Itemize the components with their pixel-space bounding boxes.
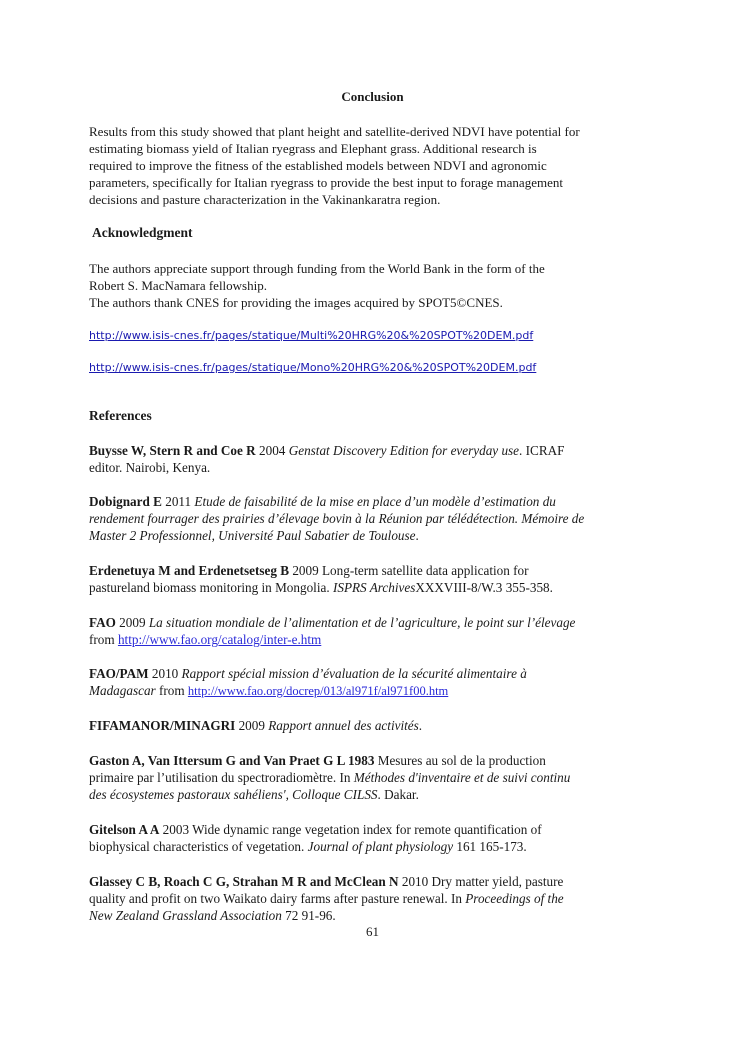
ref-year: 2004	[255, 443, 289, 458]
conclusion-line: parameters, specifically for Italian ryegrass to provide the best input to forage management	[89, 175, 563, 190]
ref-title: des écosystemes pastoraux sahéliens', Colloque CILSS	[89, 787, 378, 803]
ref-text: 161 165-173.	[453, 839, 527, 855]
ref-text: 72 91-96.	[281, 908, 336, 924]
ref-title: New Zealand Grassland Association	[89, 908, 282, 924]
ref-author: Glassey C B, Roach C G, Strahan M R and McClean N	[89, 874, 399, 889]
reference-fifamanor	[89, 717, 669, 734]
ref-text: . ICRAF	[519, 443, 565, 458]
ref-author: Gaston A, Van Ittersum G and Van Praet G L 1983	[89, 753, 375, 768]
conclusion-line: estimating biomass yield of Italian ryegrass and Elephant grass. Additional research is	[89, 141, 537, 156]
ref-text: pastureland biomass monitoring in Mongolia.	[89, 580, 333, 596]
fao-catalog-link[interactable]: http://www.fao.org/catalog/inter-e.htm	[117, 632, 322, 648]
cnes-mono-link[interactable]: http://www.isis-cnes.fr/pages/statique/Mono%20HRG%20&%20SPOT%20DEM.pdf	[89, 361, 537, 374]
acknowledgment-heading: Acknowledgment	[92, 225, 193, 240]
ref-year: 2011	[161, 494, 195, 509]
ref-text: biophysical characteristics of vegetation.	[89, 839, 308, 855]
ref-title: Etude de faisabilité de la mise en place d’un modèle d’estimation du	[194, 494, 556, 509]
page-number: 61	[366, 924, 379, 939]
ref-text: from	[89, 632, 118, 648]
ref-title: Méthodes d'inventaire et de suivi continu	[353, 770, 571, 786]
cnes-link-2-line	[89, 358, 669, 376]
conclusion-line: decisions and pasture characterization in the Vakinankaratra region.	[89, 192, 441, 207]
conclusion-line: required to improve the fitness of the established models between NDVI and agronomic	[89, 158, 547, 173]
ref-journal: ISPRS Archives	[332, 580, 416, 596]
ref-text: editor. Nairobi, Kenya.	[89, 460, 211, 476]
ref-text: quality and profit on two Waikato dairy farms after pasture renewal. In	[89, 891, 466, 907]
ref-text: 2009 Long-term satellite data application for	[289, 563, 529, 578]
ref-title: Proceedings of the	[465, 891, 564, 907]
ref-text: .	[415, 528, 419, 544]
ref-title: Genstat Discovery Edition for everyday use	[288, 443, 520, 458]
acknowledgment-line: The authors appreciate support through funding from the World Bank in the form of the	[89, 261, 545, 276]
ref-text: .	[418, 718, 423, 733]
ref-author: Buysse W, Stern R and Coe R	[89, 443, 256, 458]
ref-journal: Journal of plant physiology	[307, 839, 454, 855]
ref-author: Erdenetuya M and Erdenetsetseg B	[89, 563, 290, 578]
ref-title: Madagascar	[89, 683, 156, 699]
conclusion-paragraph	[89, 123, 669, 208]
ref-text: XXXVIII-8/W.3 355-358.	[415, 580, 553, 596]
ref-year: 2009	[235, 718, 269, 733]
reference-gitelson	[89, 821, 669, 855]
reference-gaston	[89, 752, 669, 804]
ref-title: Master 2 Professionnel, Université Paul Sabatier de Toulouse	[89, 528, 416, 544]
acknowledgment-line: Robert S. MacNamara fellowship.	[89, 278, 267, 293]
references-heading: References	[89, 408, 152, 423]
fao-docrep-link[interactable]: http://www.fao.org/docrep/013/al971f/al971f00.htm	[187, 684, 449, 699]
ref-text: primaire par l’utilisation du spectroradiomètre. In	[89, 770, 354, 786]
ref-author: Gitelson A A	[89, 822, 160, 837]
ref-year: 2009	[115, 615, 149, 630]
ref-author: Dobignard E	[89, 494, 162, 509]
reference-erdenetuya	[89, 562, 669, 596]
ref-text: 2010 Dry matter yield, pasture	[398, 874, 564, 889]
reference-dobignard	[89, 493, 669, 545]
reference-glassey	[89, 873, 669, 925]
ref-text: from	[155, 683, 188, 699]
cnes-multi-link[interactable]: http://www.isis-cnes.fr/pages/statique/Multi%20HRG%20&%20SPOT%20DEM.pdf	[89, 329, 534, 342]
conclusion-line: Results from this study showed that plant height and satellite-derived NDVI have potential for	[89, 124, 580, 139]
reference-fao	[89, 614, 669, 648]
ref-author: FAO	[89, 615, 116, 630]
ref-text: 2003 Wide dynamic range vegetation index for remote quantification of	[159, 822, 542, 837]
reference-buysse	[89, 442, 669, 476]
ref-author: FAO/PAM	[89, 666, 149, 681]
conclusion-heading: Conclusion	[341, 89, 404, 104]
ref-title: Rapport spécial mission d’évaluation de la sécurité alimentaire à	[181, 666, 527, 681]
reference-faopam	[89, 665, 669, 700]
ref-year: 2010	[148, 666, 182, 681]
ref-title: rendement fourrager des prairies d’élevage bovin à la Réunion par télédétection. Mémoire de	[89, 511, 585, 527]
ref-title: La situation mondiale de l’alimentation et de l’agriculture, le point sur l’élevage	[148, 615, 576, 630]
ref-author: FIFAMANOR/MINAGRI	[89, 718, 236, 733]
acknowledgment-paragraph	[89, 260, 669, 311]
cnes-link-1-line	[89, 326, 669, 344]
ref-text: . Dakar.	[377, 787, 419, 803]
ref-title: Rapport annuel des activités	[268, 718, 419, 733]
acknowledgment-line: The authors thank CNES for providing the images acquired by SPOT5©CNES.	[89, 295, 503, 310]
ref-text: Mesures au sol de la production	[374, 753, 546, 768]
